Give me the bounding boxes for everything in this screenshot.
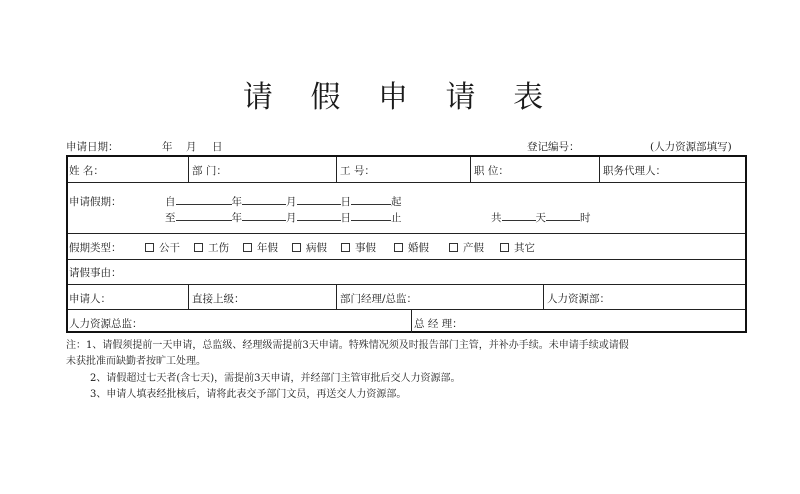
row-divider — [68, 284, 745, 285]
checkbox-icon[interactable] — [145, 243, 154, 252]
to-label: 至 — [165, 212, 176, 224]
day-label: 日 — [340, 212, 351, 224]
total-label: 共 — [491, 212, 502, 224]
note-line-1-cont: 未获批准而缺勤者按旷工处理。 — [66, 356, 206, 367]
note-line-3: 3、申请人填表经批核后，请将此表交予部门文员，再送交人力资源部。 — [90, 389, 407, 400]
period-from-row — [165, 194, 402, 209]
from-hour-blank[interactable] — [351, 194, 391, 205]
leave-type-options — [145, 240, 549, 255]
col-divider — [543, 284, 544, 309]
leave-option-marriage[interactable]: 婚假 — [394, 242, 429, 254]
leave-option-sick[interactable]: 病假 — [292, 242, 327, 254]
month-label: 月 — [286, 212, 297, 224]
hours-label: 时 — [580, 212, 591, 224]
checkbox-icon[interactable] — [394, 243, 403, 252]
name-label: 姓 名： — [69, 165, 104, 177]
hr-dept-label: 人力资源部： — [547, 293, 610, 305]
period-total-row — [491, 210, 591, 225]
from-day-blank[interactable] — [297, 194, 341, 205]
note-line-2: 2、请假超过七天者(含七天)，需提前3天申请，并经部门主管审批后交人力资源部。 — [90, 373, 461, 384]
month-label: 月 — [286, 196, 297, 208]
checkbox-icon[interactable] — [243, 243, 252, 252]
checkbox-icon[interactable] — [194, 243, 203, 252]
row-divider — [68, 309, 745, 310]
apply-date-day: 日 — [212, 141, 223, 153]
leave-period-label: 申请假期： — [69, 196, 122, 208]
row-divider — [68, 233, 745, 234]
applicant-label: 申请人： — [69, 293, 111, 305]
year-label: 年 — [231, 196, 242, 208]
leave-option-personal[interactable]: 事假 — [341, 242, 376, 254]
leave-option-injury[interactable]: 工伤 — [194, 242, 229, 254]
start-label: 起 — [391, 196, 402, 208]
row-divider — [68, 259, 745, 260]
col-divider — [470, 157, 471, 182]
col-divider — [336, 284, 337, 309]
to-hour-blank[interactable] — [351, 210, 391, 221]
col-divider — [188, 157, 189, 182]
apply-date-label: 申请日期： — [66, 141, 119, 153]
year-label: 年 — [231, 212, 242, 224]
day-label: 日 — [340, 196, 351, 208]
col-divider — [411, 309, 412, 333]
col-divider — [336, 157, 337, 182]
to-day-blank[interactable] — [297, 210, 341, 221]
department-label: 部 门： — [192, 165, 227, 177]
apply-date-month: 月 — [186, 141, 197, 153]
general-manager-label: 总 经 理： — [414, 318, 463, 330]
apply-date-year: 年 — [162, 141, 173, 153]
leave-option-annual[interactable]: 年假 — [243, 242, 278, 254]
end-label: 止 — [391, 212, 402, 224]
leave-reason-label: 请假事由： — [69, 267, 122, 279]
leave-type-label: 假期类型： — [69, 242, 122, 254]
registration-note: (人力资源部填写) — [650, 141, 732, 153]
days-label: 天 — [535, 212, 546, 224]
position-label: 职 位： — [474, 165, 509, 177]
proxy-label: 职务代理人： — [603, 165, 666, 177]
dept-manager-label: 部门经理/总监： — [340, 293, 418, 305]
checkbox-icon[interactable] — [341, 243, 350, 252]
total-hours-blank[interactable] — [546, 210, 580, 221]
checkbox-icon[interactable] — [500, 243, 509, 252]
from-month-blank[interactable] — [242, 194, 286, 205]
leave-option-maternity[interactable]: 产假 — [449, 242, 484, 254]
leave-option-other[interactable]: 其它 — [500, 242, 535, 254]
leave-option-official[interactable]: 公干 — [145, 242, 180, 254]
total-days-blank[interactable] — [502, 210, 536, 221]
note-line-1: 注：1、请假须提前一天申请，总监级、经理级需提前3天申请。特殊情况须及时报告部门主管，并补办手续。未申请手续或请假 — [66, 340, 629, 351]
form-title: 请 假 申 请 表 — [242, 80, 558, 115]
to-month-blank[interactable] — [242, 210, 286, 221]
registration-number-label: 登记编号： — [527, 141, 580, 153]
period-to-row — [165, 210, 402, 225]
to-year-blank[interactable] — [176, 210, 232, 221]
supervisor-label: 直接上级： — [192, 293, 245, 305]
employee-number-label: 工 号： — [340, 165, 375, 177]
from-label: 自 — [165, 196, 176, 208]
from-year-blank[interactable] — [176, 194, 232, 205]
col-divider — [188, 284, 189, 309]
hr-director-label: 人力资源总监： — [69, 318, 143, 330]
row-divider — [68, 182, 745, 183]
checkbox-icon[interactable] — [292, 243, 301, 252]
col-divider — [599, 157, 600, 182]
checkbox-icon[interactable] — [449, 243, 458, 252]
